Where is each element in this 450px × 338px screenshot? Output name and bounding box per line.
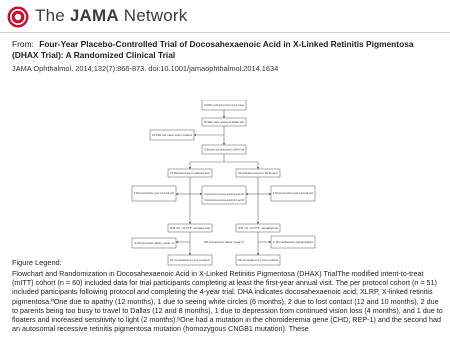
flow-text-placebo-dropouts-after-y1: 1 Dropouts after year 1 bbox=[134, 241, 175, 245]
flow-text-dha-dropouts-after-y1: 29 Dropouts after year 1 bbox=[204, 240, 245, 244]
flow-text-dha-removed: 3 Completed trial but removed because genetically did not have XLRP bbox=[204, 198, 245, 202]
flow-text-placebo-dropouts-y1: 6 Dropouts before year 1 annual visit bbox=[134, 191, 175, 195]
flow-text-enrolled: 78 Enrolled and randomized to DHAX trial bbox=[204, 147, 245, 152]
flow-text-placebo-arm: 37 Randomized to placebo arm bbox=[170, 171, 211, 175]
from-label: From: bbox=[12, 39, 34, 49]
article-title[interactable]: Four-Year Placebo-Controlled Trial of Docosahexaenoic Acid in X-Linked Retinitis Pigmentosa (DHAX Trial): A Randomized Clinical Trial bbox=[12, 39, 414, 60]
brand-bold: JAMA bbox=[69, 6, 119, 25]
brand-suffix: Network bbox=[118, 6, 188, 25]
header-divider bbox=[0, 32, 450, 33]
flow-text-did-not-meet-criteria: 12 Did not meet entry criteria bbox=[152, 133, 193, 137]
flow-text-dha-nonadherent: 2 Nonadherent participants bbox=[273, 240, 314, 244]
brand-prefix: The bbox=[35, 6, 70, 25]
flow-text-dha-completed: 29 Completed 4-y per protocol bbox=[238, 258, 279, 262]
article-citation: JAMA Ophthalmol. 2014;132(7):866-873. doi:10.1001/jamaophthalmol.2014.1634 bbox=[12, 64, 279, 73]
article-from-line bbox=[12, 39, 440, 60]
flow-text-vision-testing: 90 With vision testing at Dallas site bbox=[204, 120, 245, 124]
site-header bbox=[0, 0, 450, 34]
flow-text-dha-mitt: 33 In mITT analysis bbox=[238, 226, 279, 230]
flow-text-placebo-mitt: 29 In mITT analysis bbox=[170, 226, 211, 230]
flowchart-figure bbox=[120, 100, 328, 270]
figure-legend-title: Figure Legend: bbox=[12, 258, 62, 267]
flow-text-placebo-removed: 2 Completed trial but removed because genetically did not have XLRP bbox=[204, 192, 245, 196]
flow-text-record-review: 128 With medical and vision record review bbox=[204, 103, 245, 107]
flow-text-dha-arm: 41 Randomized to DHA arm bbox=[238, 171, 279, 175]
figure-legend-text: Flowchart and Randomization in Docosahexaenoic Acid in X-Linked Retinitis Pigmentosa (DHAX) TrialThe modified intent-to-treat (mITT) cohort (n = 60) included data for trial participants completing at least the first-year annual visit. The per protocol cohort (n = 51) included participants following protocol and completing the 4-year trial. DHA indicates docosahexaenoic acid; XLRP, X-linked retinitis pigmentosa.ªOne due to apathy (12 months), 1 due to seeing white circles (6 months), 2 due to lost contact (12 and 10 months), 2 due to parents being too busy to travel to Dallas (12 and 8 months), 1 due to depression from continued vision loss (4 months), and 1 due to floaters and increased sensitivity to light (2 months).ᵇOne had a mutation in the choroideremia gene (CHD; REP-1) and the second had an autosomal recessive retinitis pigmentosa mutation (homozygous CNGB1 mutation). These bbox=[12, 269, 443, 334]
jama-network-logo-icon[interactable] bbox=[7, 6, 29, 28]
flow-text-placebo-completed: 22 Completed 4-y per protocol bbox=[170, 258, 211, 262]
flow-text-dha-dropouts-y1: 5 Dropouts before year 1 annual visit bbox=[273, 191, 314, 195]
brand-title[interactable] bbox=[35, 6, 187, 26]
